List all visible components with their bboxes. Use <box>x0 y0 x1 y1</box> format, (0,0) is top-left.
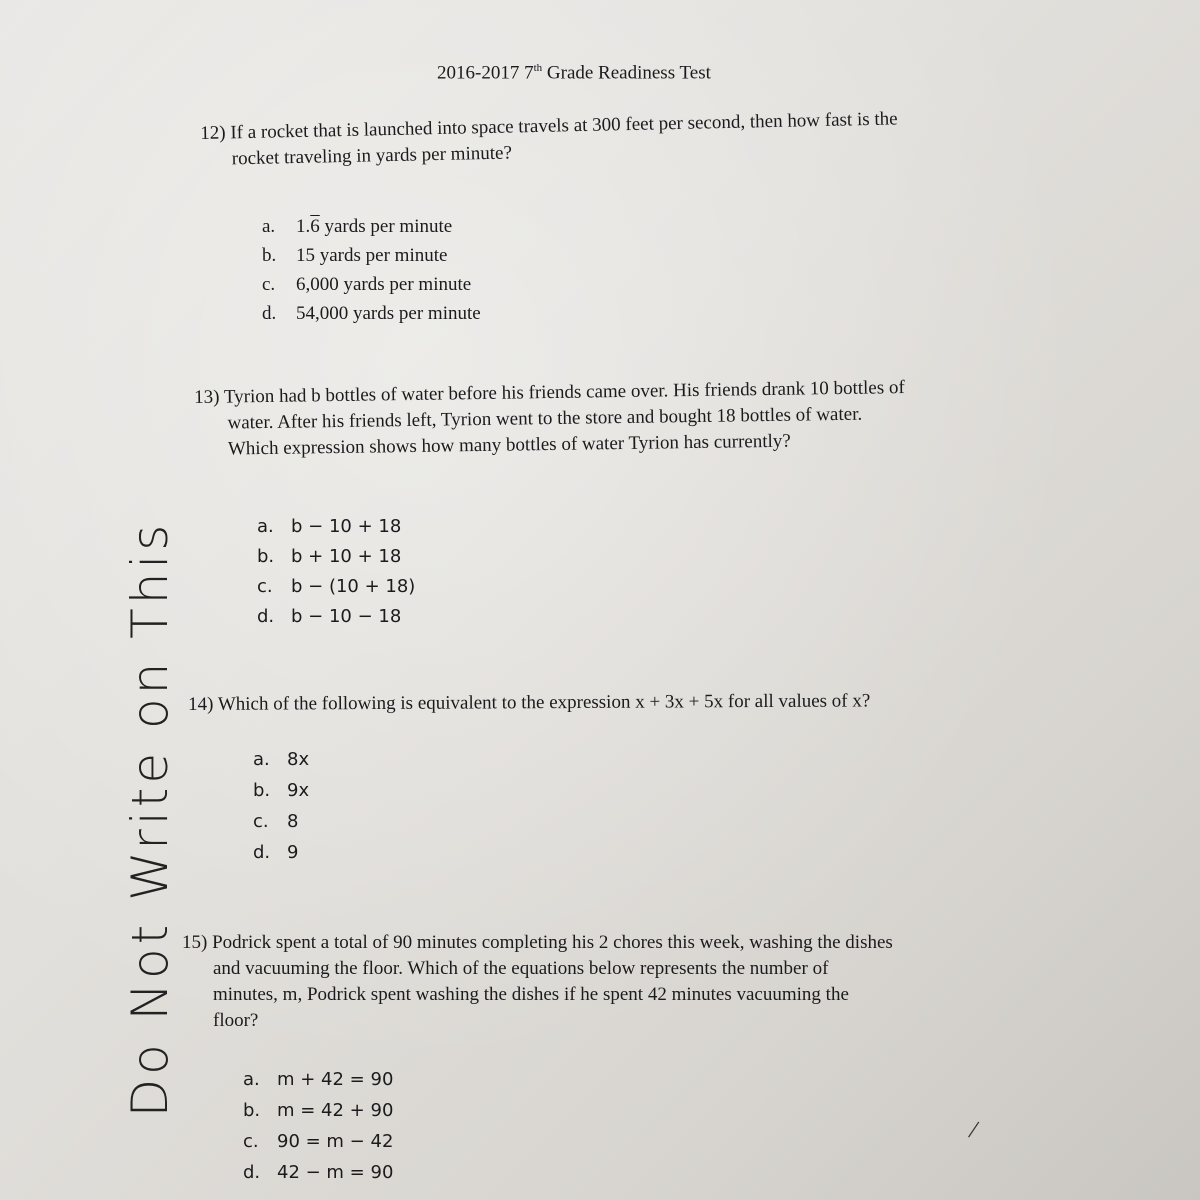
choices-15 <box>243 1064 393 1188</box>
choices-13 <box>257 512 415 632</box>
question-text: water. After his friends left, Tyrion went to the store and bought 18 bottles of water. <box>227 403 863 434</box>
question-12 <box>200 106 898 173</box>
question-text: 15) Podrick spent a total of 90 minutes completing his 2 chores this week, washing the dishes <box>182 932 893 953</box>
question-text: Which expression shows how many bottles of water Tyrion has currently? <box>227 430 791 460</box>
choice-b[interactable]: b. m = 42 + 90 <box>243 1100 394 1121</box>
choices-14 <box>253 744 309 868</box>
pencil-mark-icon: / <box>966 1114 981 1145</box>
question-15 <box>182 930 893 1034</box>
choice-a[interactable]: a. m + 42 = 90 <box>243 1069 394 1090</box>
question-14 <box>188 688 870 718</box>
choice-b[interactable]: b. 9x <box>253 780 310 801</box>
question-text: minutes, m, Podrick spent washing the dishes if he spent 42 minutes vacuuming the <box>213 984 849 1005</box>
choice-d[interactable]: d. 9 <box>253 842 299 863</box>
question-13 <box>194 375 906 463</box>
choices-12 <box>262 212 481 328</box>
choice-b[interactable]: b. b + 10 + 18 <box>257 546 402 567</box>
choice-c[interactable]: c. 90 = m − 42 <box>243 1131 394 1152</box>
page-title: 2016-2017 7th Grade Readiness Test <box>437 62 711 84</box>
question-text: 12) If a rocket that is launched into space travels at 300 feet per second, then how fast is the <box>200 108 898 144</box>
question-text: rocket traveling in yards per minute? <box>231 142 513 170</box>
handwritten-margin-note: Do Not Write on This <box>121 520 179 1118</box>
choice-c[interactable]: c. b − (10 + 18) <box>257 576 416 597</box>
choice-b[interactable]: b. 15 yards per minute <box>262 245 448 266</box>
choice-a[interactable]: a. 8x <box>253 749 310 770</box>
choice-c[interactable]: c. 8 <box>253 811 299 832</box>
question-text: 14) Which of the following is equivalent to the expression x + 3x + 5x for all values of x? <box>188 690 871 715</box>
question-text: floor? <box>213 1010 259 1031</box>
question-text: 13) Tyrion had b bottles of water before his friends came over. His friends drank 10 bottles of <box>194 377 905 408</box>
choice-a[interactable]: a. 1.6 yards per minute <box>262 216 453 237</box>
choice-d[interactable]: d. b − 10 − 18 <box>257 606 402 627</box>
choice-d[interactable]: d. 54,000 yards per minute <box>262 303 481 324</box>
choice-c[interactable]: c. 6,000 yards per minute <box>262 274 472 295</box>
question-text: and vacuuming the floor. Which of the equations below represents the number of <box>213 958 829 979</box>
choice-d[interactable]: d. 42 − m = 90 <box>243 1162 394 1183</box>
choice-a[interactable]: a. b − 10 + 18 <box>257 516 402 537</box>
